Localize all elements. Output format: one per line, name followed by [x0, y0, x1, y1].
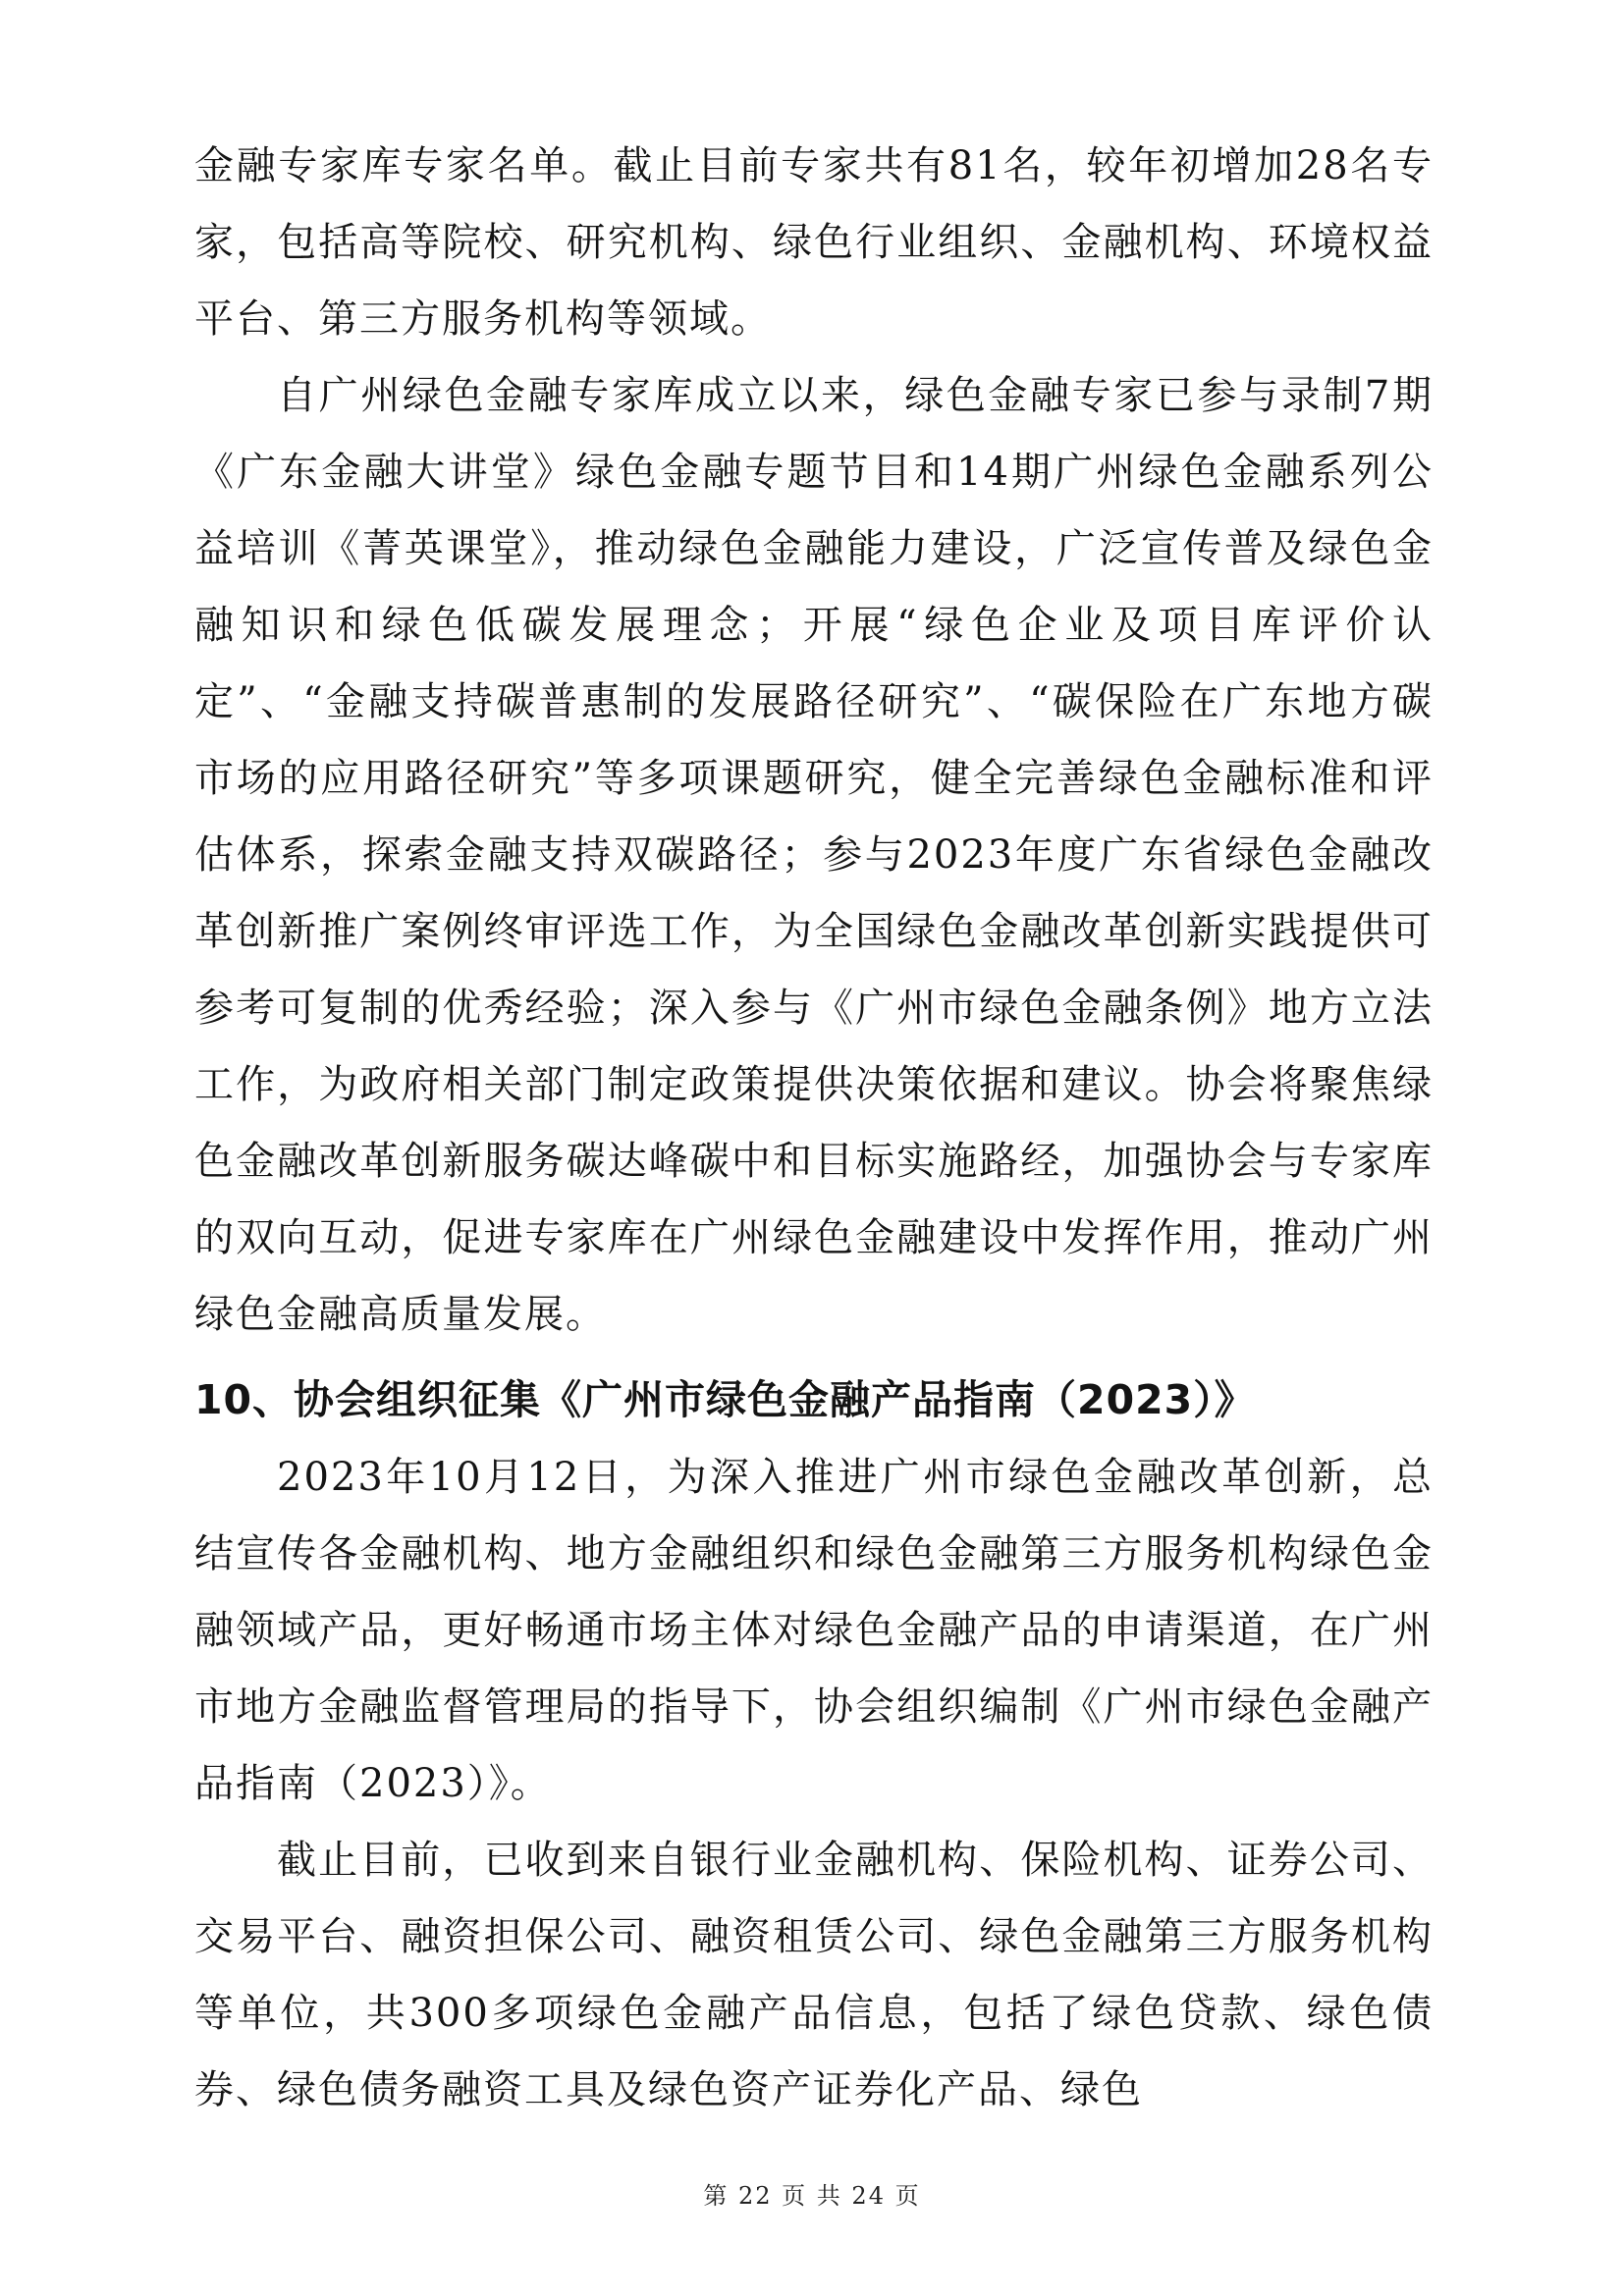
paragraph-continued: 金融专家库专家名单。截止目前专家共有81名，较年初增加28名专家，包括高等院校、研究机构、绿色行业组织、金融机构、环境权益平台、第三方服务机构等领域。: [194, 143, 1434, 342]
page-body: [194, 128, 1434, 2128]
page-number-footer: 第 22 页 共 24 页: [703, 2182, 921, 2210]
paragraph-received-products: 截止目前，已收到来自银行业金融机构、保险机构、证券公司、交易平台、融资担保公司、融资租赁公司、绿色金融第三方服务机构等单位，共300多项绿色金融产品信息，包括了绿色贷款、绿色债券、绿色债务融资工具及绿色资产证券化产品、绿色: [194, 1838, 1434, 2112]
paragraph-expert-library: 自广州绿色金融专家库成立以来，绿色金融专家已参与录制7期《广东金融大讲堂》绿色金融专题节目和14期广州绿色金融系列公益培训《菁英课堂》，推动绿色金融能力建设，广泛宣传普及绿色金融知识和绿色低碳发展理念；开展“绿色企业及项目库评价认定”、“金融支持碳普惠制的发展路径研究”、“碳保险在广东地方碳市场的应用路径研究”等多项课题研究，健全完善绿色金融标准和评估体系，探索金融支持双碳路径；参与2023年度广东省绿色金融改革创新推广案例终审评选工作，为全国绿色金融改革创新实践提供可参考可复制的优秀经验；深入参与《广州市绿色金融条例》地方立法工作，为政府相关部门制定政策提供决策依据和建议。协会将聚焦绿色金融改革创新服务碳达峰碳中和目标实施路经，加强协会与专家库的双向互动，促进专家库在广州绿色金融建设中发挥作用，推动广州绿色金融高质量发展。: [194, 373, 1434, 1337]
section-heading: 10、协会组织征集《广州市绿色金融产品指南（2023）》: [194, 1376, 1256, 1423]
paragraph-product-guide: 2023年10月12日，为深入推进广州市绿色金融改革创新，总结宣传各金融机构、地方金融组织和绿色金融第三方服务机构绿色金融领域产品，更好畅通市场主体对绿色金融产品的申请渠道，在广州市地方金融监督管理局的指导下，协会组织编制《广州市绿色金融产品指南（2023）》。: [194, 1455, 1434, 1806]
